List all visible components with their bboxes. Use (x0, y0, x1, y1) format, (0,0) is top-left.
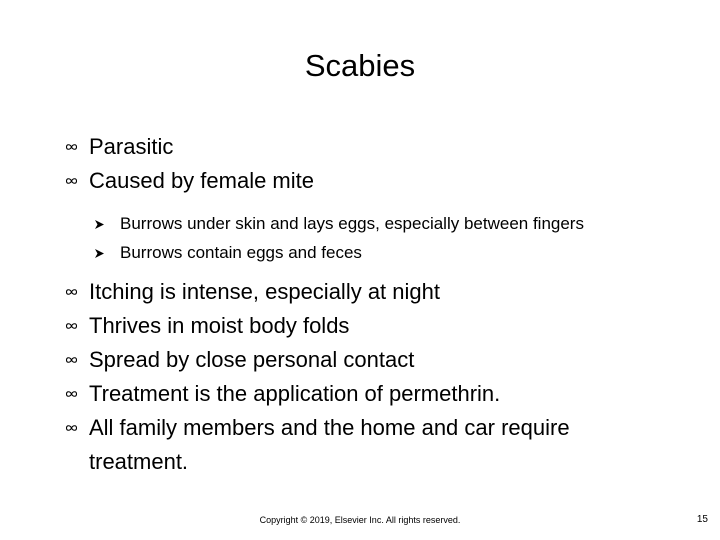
bullet-item (62, 309, 672, 343)
arrow-bullet-icon (92, 212, 108, 236)
bullet-text: All family members and the home and car require treatment. (89, 415, 570, 474)
infinity-bullet-icon (62, 411, 80, 445)
bullet-text: Treatment is the application of permethrin. (89, 381, 501, 406)
infinity-bullet-icon (62, 309, 80, 343)
sub-bullet-text: Burrows under skin and lays eggs, especially between fingers (120, 214, 584, 233)
bullet-item (62, 275, 672, 309)
infinity-bullet-icon (62, 275, 80, 309)
arrow-bullet-icon (92, 241, 108, 265)
bullet-item (62, 411, 672, 479)
copyright-footer: Copyright © 2019, Elsevier Inc. All rights reserved. (259, 515, 461, 525)
slide-body (62, 130, 672, 479)
bullet-item (62, 164, 672, 198)
infinity-bullet-icon (62, 130, 80, 164)
bullet-text: Spread by close personal contact (89, 347, 415, 372)
infinity-bullet-icon (62, 343, 80, 377)
bullet-text: Itching is intense, especially at night (89, 279, 440, 304)
slide-title: Scabies (304, 48, 416, 83)
infinity-bullet-icon (62, 377, 80, 411)
infinity-bullet-icon (62, 164, 80, 198)
bullet-item (62, 377, 672, 411)
bullet-item (62, 343, 672, 377)
sub-bullet-list (62, 212, 672, 265)
sub-bullet-text: Burrows contain eggs and feces (120, 243, 362, 262)
bullet-item (62, 130, 672, 164)
sub-bullet-item (62, 212, 672, 236)
page-number: 15 (696, 514, 708, 525)
bullet-text: Parasitic (89, 134, 174, 159)
bullet-text: Caused by female mite (89, 168, 314, 193)
bullet-text: Thrives in moist body folds (89, 313, 350, 338)
sub-bullet-item (62, 241, 672, 265)
